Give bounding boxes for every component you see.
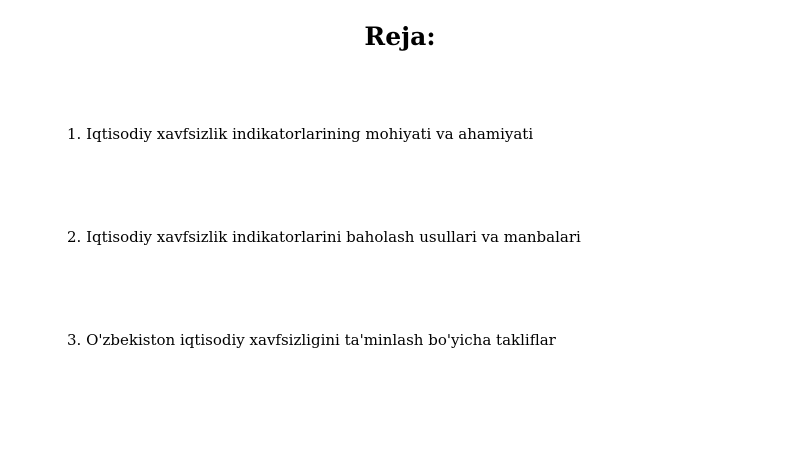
slide-title: Reja: — [364, 22, 436, 51]
plan-item-1: 1. Iqtisodiy xavfsizlik indikatorlarining mohiyati va ahamiyati — [67, 125, 534, 143]
plan-item-2: 2. Iqtisodiy xavfsizlik indikatorlarini baholash usullari va manbalari — [67, 228, 581, 246]
plan-item-3: 3. O'zbekiston iqtisodiy xavfsizligini ta'minlash bo'yicha takliflar — [67, 331, 556, 349]
